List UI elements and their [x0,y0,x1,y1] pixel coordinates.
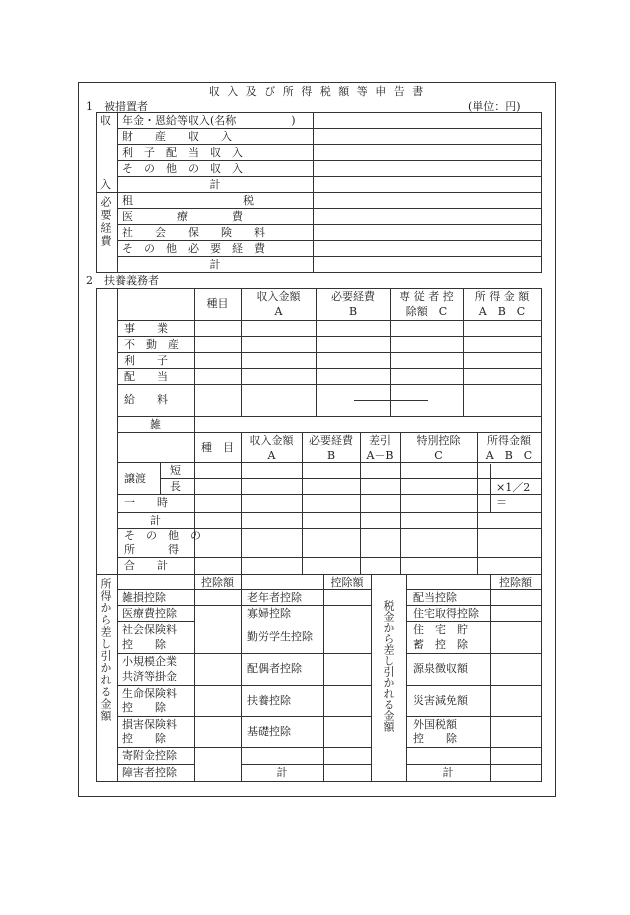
col1-small-biz-1: 小規模企業 [122,655,177,668]
income-row-property: 財 産 収 入 [122,130,232,143]
row-transfer-long: 長 [170,480,181,493]
equals-sign: ＝ [496,496,507,509]
header1-deduct-sub: 除額 C [405,305,448,318]
row-business: 事 業 [124,322,168,335]
col2-dependents: 扶養控除 [247,694,291,707]
income-label-top: 収 [100,114,111,127]
section3-right-label: 税金から差し引かれる金額 [382,600,395,732]
header2-total-sub: A B C [485,449,533,462]
col1-casualty: 雑損控除 [122,591,166,604]
header2-special-sub: C [434,449,443,462]
expense-row-medical: 医 療 費 [122,210,243,223]
deduction-header-1: 控除額 [201,576,234,589]
col3-withholding: 源泉徴収額 [413,662,468,675]
col1-donation: 寄附金控除 [122,749,177,762]
col3-savings-2: 蓄 控 除 [413,638,468,651]
expense-label: 必要経費 [99,196,112,248]
row-other-2: 所 得 [124,543,179,556]
col1-disability: 障害者控除 [122,766,177,779]
header1-income: 収入金額 [256,290,301,303]
deduction-header-3: 控除額 [499,576,532,589]
unit-label: (単位：円) [468,100,521,113]
row-onetime: 一 時 [124,496,168,509]
row-salary: 給 料 [124,393,168,406]
col1-medical: 医療費控除 [122,607,177,620]
header2-expense: 必要経費 [309,434,353,447]
col3-housing: 住宅取得控除 [413,607,479,620]
col2-basic: 基礎控除 [247,725,291,738]
header2-diff-sub: A－B [366,449,394,462]
row-other-1: そ の 他 の [124,529,201,542]
header1-expense: 必要経費 [331,290,375,303]
header1-total: 所 得 金 額 [474,290,530,303]
col3-disaster: 災害減免額 [413,694,468,707]
col2-total: 計 [276,766,288,779]
header2-diff: 差引 [369,434,391,447]
deduction-header-2: 控除額 [330,576,364,589]
income-row-interest: 利 子 配 当 収 入 [122,146,243,159]
income-row-other: そ の 他 の 収 入 [122,162,243,175]
expense-row-other: そ の 他 必 要 経 費 [122,242,265,255]
header2-income-sub: A [267,449,276,462]
section1-heading: 1 被措置者 [86,100,148,113]
col1-damage-ins-1: 損害保険料 [122,718,177,731]
col3-foreign-tax-1: 外国税額 [413,718,457,731]
section3-left-label: 所得から差し引かれる金額 [99,578,112,722]
row-dividend: 配 当 [124,370,168,383]
header2-income: 収入金額 [249,434,294,447]
col1-damage-ins-2: 控 除 [122,732,166,745]
row-misc: 雑 [150,418,161,431]
col1-social-ins-2: 控 除 [122,638,166,651]
form-title: 収 入 及 び 所 得 税 額 等 申 告 書 [208,85,426,98]
col2-student: 勤労学生控除 [247,630,313,643]
col1-life-ins-2: 控 除 [122,701,166,714]
income-row-pension: 年金・恩給等収入(名称 ) [122,114,296,127]
half-fraction: ×1／2 [496,481,531,494]
income-total: 計 [209,178,221,191]
section2-heading: 2 扶養義務者 [86,274,159,287]
header1-deduct: 専 従 者 控 [399,290,454,303]
header2-expense-sub: B [326,449,336,462]
col3-foreign-tax-2: 控 除 [413,732,457,745]
header2-kind: 種 目 [201,441,234,454]
col3-total: 計 [442,766,454,779]
row-real-estate: 不 動 産 [124,338,179,351]
col2-elderly: 老年者控除 [247,591,302,604]
row-grand-total: 合 計 [124,559,168,572]
header1-income-sub: A [274,305,283,318]
income-label-bottom: 入 [100,178,111,191]
expense-row-tax: 租 税 [122,194,254,207]
row-interest: 利 子 [124,354,168,367]
col3-dividend: 配当控除 [413,591,457,604]
col3-savings-1: 住 宅 貯 [413,623,468,636]
header2-total: 所得金額 [487,434,531,447]
expense-row-insurance: 社 会 保 険 料 [122,226,265,239]
col2-spouse: 配偶者控除 [247,662,302,675]
header1-expense-sub: B [348,305,358,318]
col1-small-biz-2: 共済等掛金 [122,670,177,683]
row-transfer: 譲渡 [124,472,146,485]
row-transfer-short: 短 [170,464,181,477]
col1-life-ins-1: 生命保険料 [122,687,177,700]
expense-total: 計 [209,258,221,271]
header1-total-sub: A B C [478,305,526,318]
header2-special: 特別控除 [416,434,461,447]
col2-widow: 寡婦控除 [247,607,291,620]
header1-kind: 種目 [206,297,229,310]
col1-social-ins-1: 社会保険料 [122,623,177,636]
row-subtotal: 計 [150,514,161,527]
